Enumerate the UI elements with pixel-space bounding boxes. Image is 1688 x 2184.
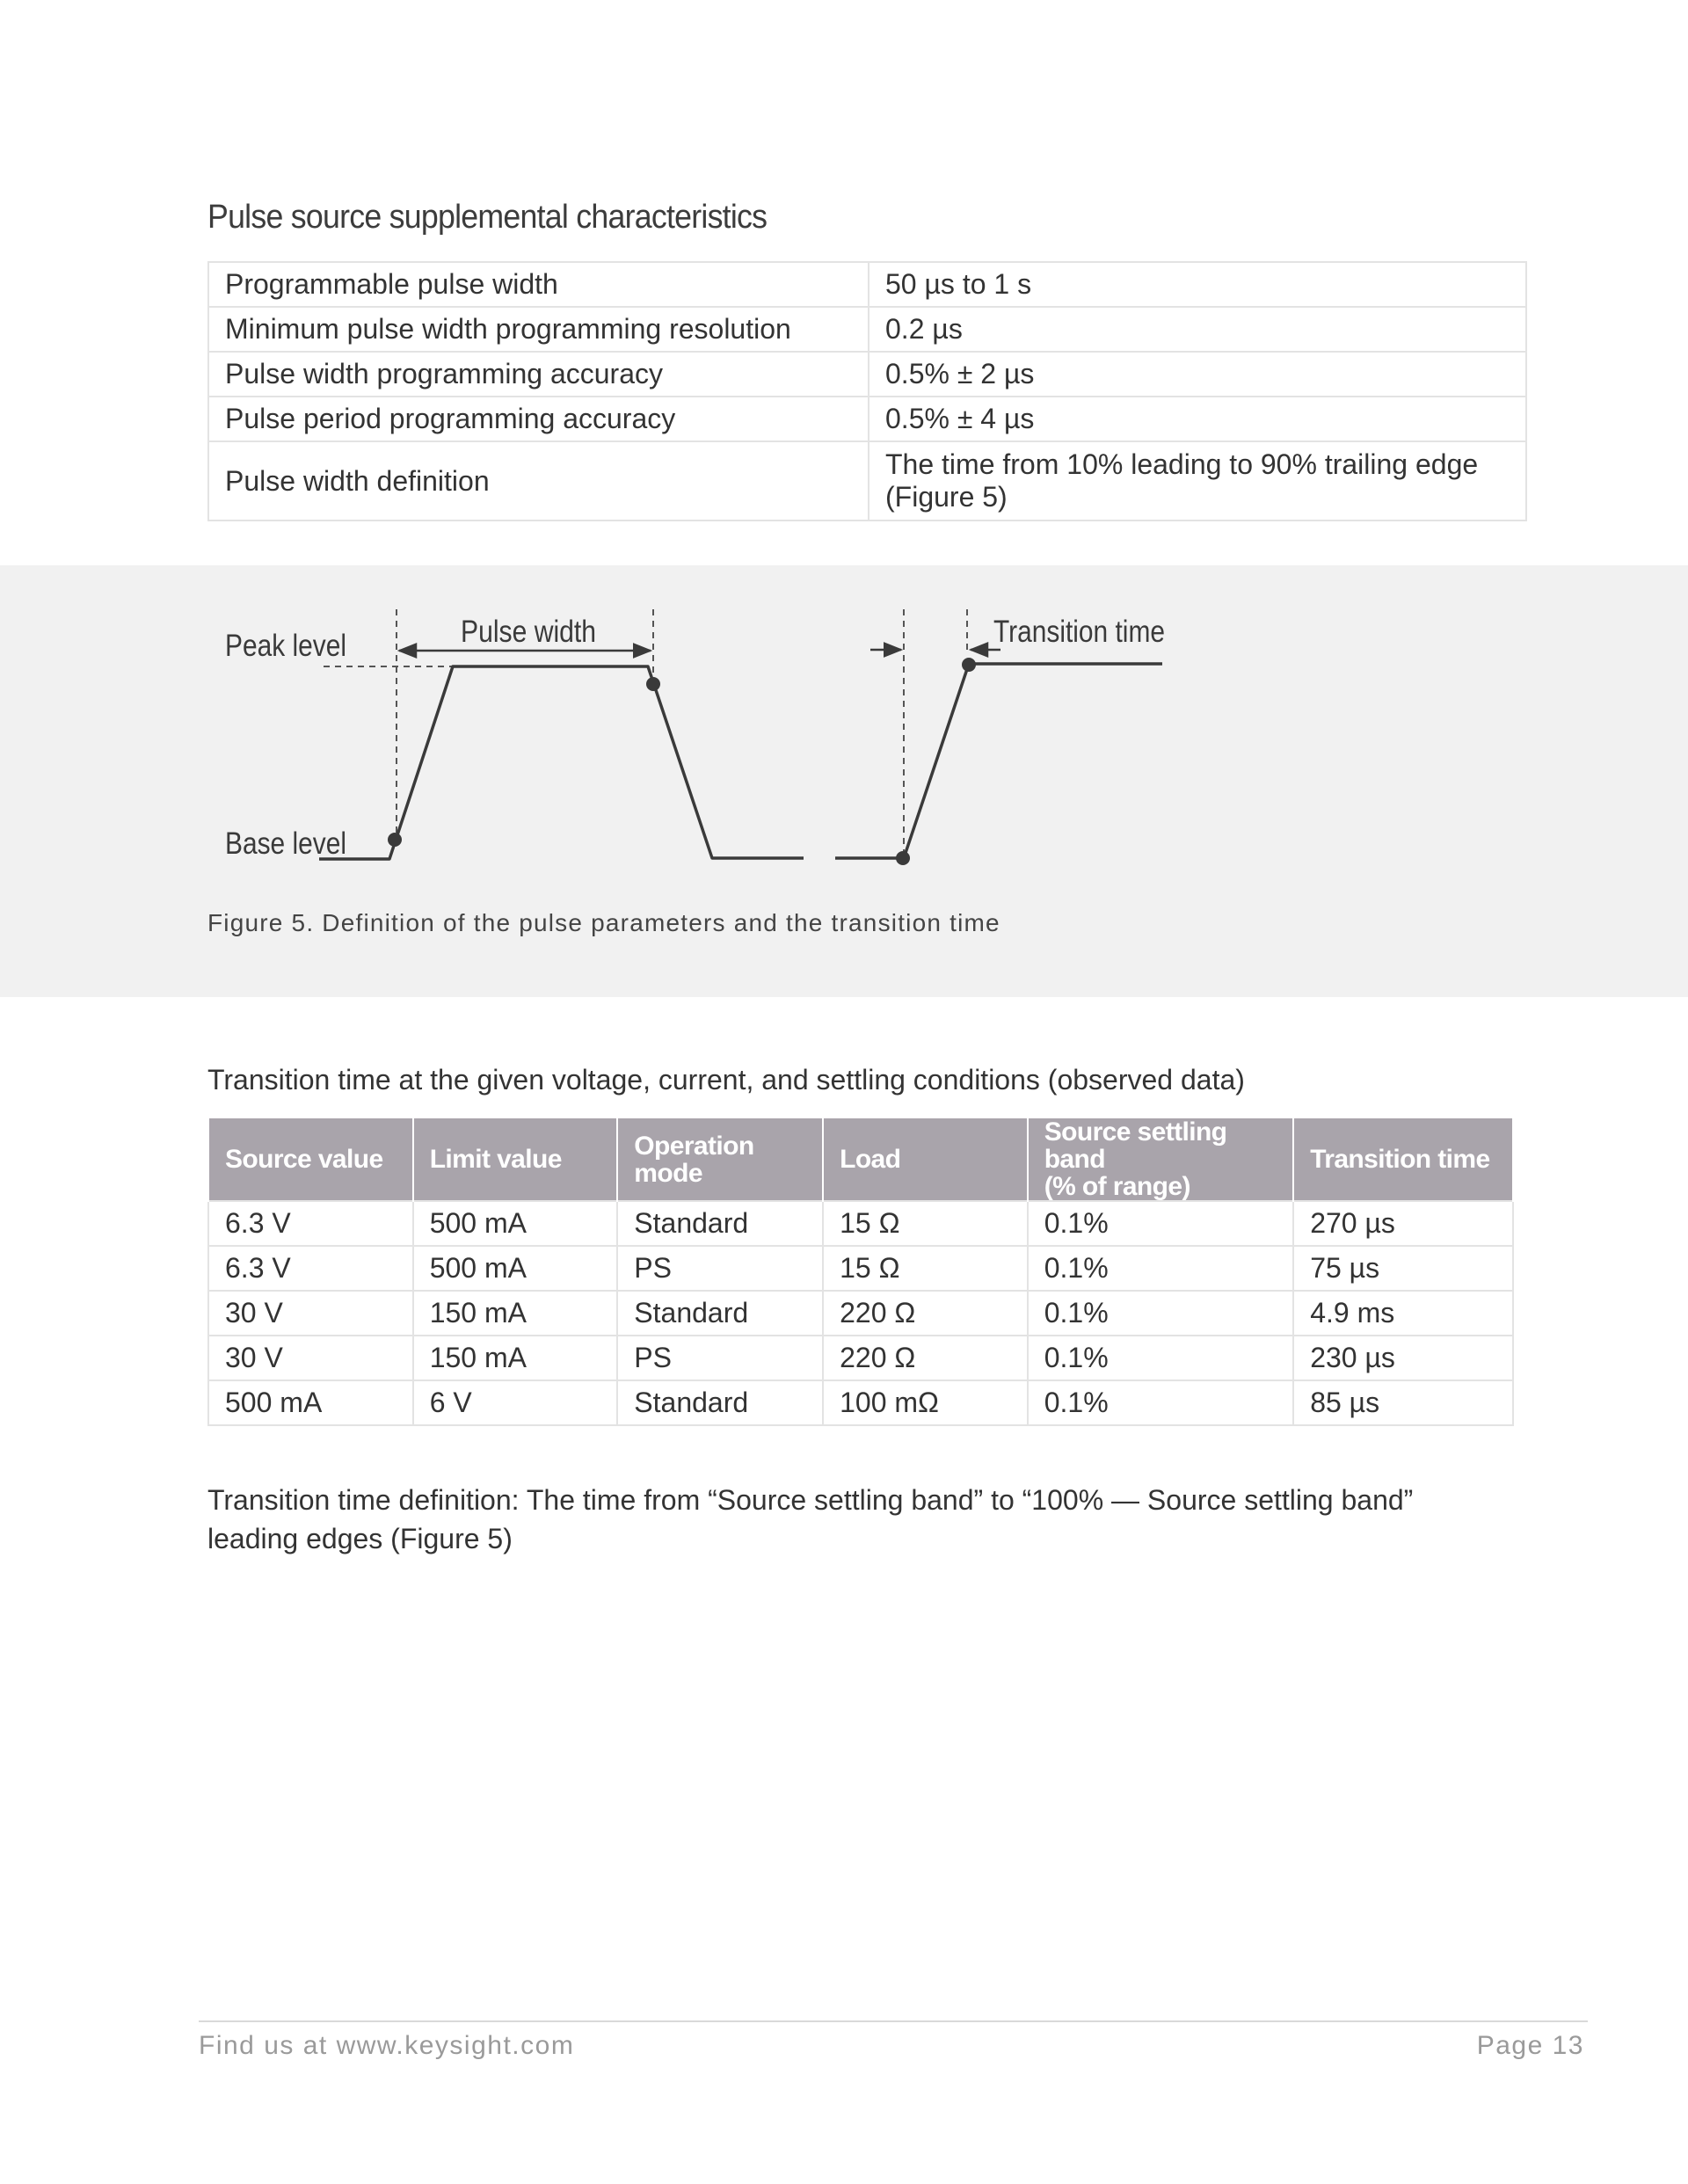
- figure-5-panel: [0, 565, 1688, 997]
- column-header-line: (% of range): [1044, 1172, 1190, 1201]
- spec-label: Pulse width programming accuracy: [208, 352, 869, 397]
- transition-definition: [207, 1481, 1526, 1558]
- section-title: Pulse source supplemental characteristics: [207, 199, 768, 236]
- transition-time-table: [207, 1117, 1514, 1426]
- figure-caption: Figure 5. Definition of the pulse parameters and the transition time: [207, 909, 1000, 936]
- table-cell: 15 Ω: [823, 1201, 1028, 1246]
- page-number: Page 13: [1476, 2031, 1584, 2060]
- table-header-row: [208, 1117, 1513, 1201]
- table-cell: Standard: [617, 1380, 823, 1425]
- table-cell: 230 µs: [1293, 1336, 1513, 1380]
- table-cell: 30 V: [208, 1336, 413, 1380]
- table-cell: 85 µs: [1293, 1380, 1513, 1425]
- transition-start-marker: [896, 851, 910, 865]
- spec-value: 50 µs to 1 s: [869, 262, 1526, 307]
- spec-value-line: (Figure 5): [885, 481, 1008, 513]
- table-cell: 150 mA: [413, 1291, 618, 1336]
- pulse-waveform: [319, 666, 804, 859]
- table-row: [208, 1380, 1513, 1425]
- transition-waveform: [835, 664, 1162, 858]
- definition-line: Transition time definition: The time from “Source settling band” to “100% — Source settling band”: [207, 1484, 1414, 1516]
- table-cell: 220 Ω: [823, 1336, 1028, 1380]
- table-cell: 220 Ω: [823, 1291, 1028, 1336]
- table-cell: 100 mΩ: [823, 1380, 1028, 1425]
- table-cell: PS: [617, 1246, 823, 1291]
- table-cell: Standard: [617, 1291, 823, 1336]
- table-cell: 270 µs: [1293, 1201, 1513, 1246]
- base-point-marker: [388, 833, 402, 847]
- peak-level-label: Peak level: [225, 629, 346, 663]
- spec-label: Programmable pulse width: [208, 262, 869, 307]
- transition-table-title: Transition time at the given voltage, current, and settling conditions (observed data): [207, 1064, 1245, 1096]
- column-header-line: Source settling band: [1044, 1117, 1227, 1174]
- table-row: [208, 262, 1526, 307]
- table-row: [208, 441, 1526, 521]
- spec-value: 0.2 µs: [869, 307, 1526, 352]
- table-cell: 75 µs: [1293, 1246, 1513, 1291]
- column-header: Source value: [208, 1117, 413, 1201]
- table-cell: 15 Ω: [823, 1246, 1028, 1291]
- table-cell: 0.1%: [1028, 1380, 1293, 1425]
- table-row: [208, 307, 1526, 352]
- table-cell: 150 mA: [413, 1336, 618, 1380]
- table-cell: 0.1%: [1028, 1201, 1293, 1246]
- table-cell: 6 V: [413, 1380, 618, 1425]
- column-header: Transition time: [1293, 1117, 1513, 1201]
- column-header: Load: [823, 1117, 1028, 1201]
- transition-time-label: Transition time: [993, 615, 1165, 649]
- spec-value: 0.5% ± 4 µs: [869, 397, 1526, 441]
- table-cell: 0.1%: [1028, 1336, 1293, 1380]
- guide-lines: [324, 609, 967, 855]
- pulse-spec-table: [207, 261, 1527, 521]
- table-cell: 6.3 V: [208, 1246, 413, 1291]
- table-cell: 30 V: [208, 1291, 413, 1336]
- table-row: [208, 1291, 1513, 1336]
- column-header: Limit value: [413, 1117, 618, 1201]
- table-row: [208, 1246, 1513, 1291]
- spec-value-line: The time from 10% leading to 90% trailing edge: [885, 448, 1479, 480]
- table-cell: Standard: [617, 1201, 823, 1246]
- spec-label: Pulse width definition: [208, 441, 869, 521]
- table-cell: PS: [617, 1336, 823, 1380]
- footer-divider: [199, 2020, 1588, 2022]
- table-row: [208, 397, 1526, 441]
- column-header: Operation mode: [617, 1117, 823, 1201]
- table-row: [208, 352, 1526, 397]
- definition-line: leading edges (Figure 5): [207, 1523, 513, 1554]
- spec-value: 0.5% ± 2 µs: [869, 352, 1526, 397]
- table-row: [208, 1201, 1513, 1246]
- transition-end-marker: [962, 658, 976, 672]
- table-cell: 0.1%: [1028, 1291, 1293, 1336]
- table-cell: 0.1%: [1028, 1246, 1293, 1291]
- table-cell: 500 mA: [413, 1246, 618, 1291]
- spec-label: Minimum pulse width programming resolution: [208, 307, 869, 352]
- table-cell: 500 mA: [413, 1201, 618, 1246]
- trailing-point-marker: [646, 677, 660, 691]
- base-level-label: Base level: [225, 826, 346, 861]
- spec-label: Pulse period programming accuracy: [208, 397, 869, 441]
- table-row: [208, 1336, 1513, 1380]
- footer-website[interactable]: Find us at www.keysight.com: [199, 2031, 575, 2060]
- table-cell: 4.9 ms: [1293, 1291, 1513, 1336]
- column-header: [1028, 1117, 1293, 1201]
- spec-value: [869, 441, 1526, 521]
- table-cell: 6.3 V: [208, 1201, 413, 1246]
- pulse-width-label: Pulse width: [461, 615, 596, 649]
- table-cell: 500 mA: [208, 1380, 413, 1425]
